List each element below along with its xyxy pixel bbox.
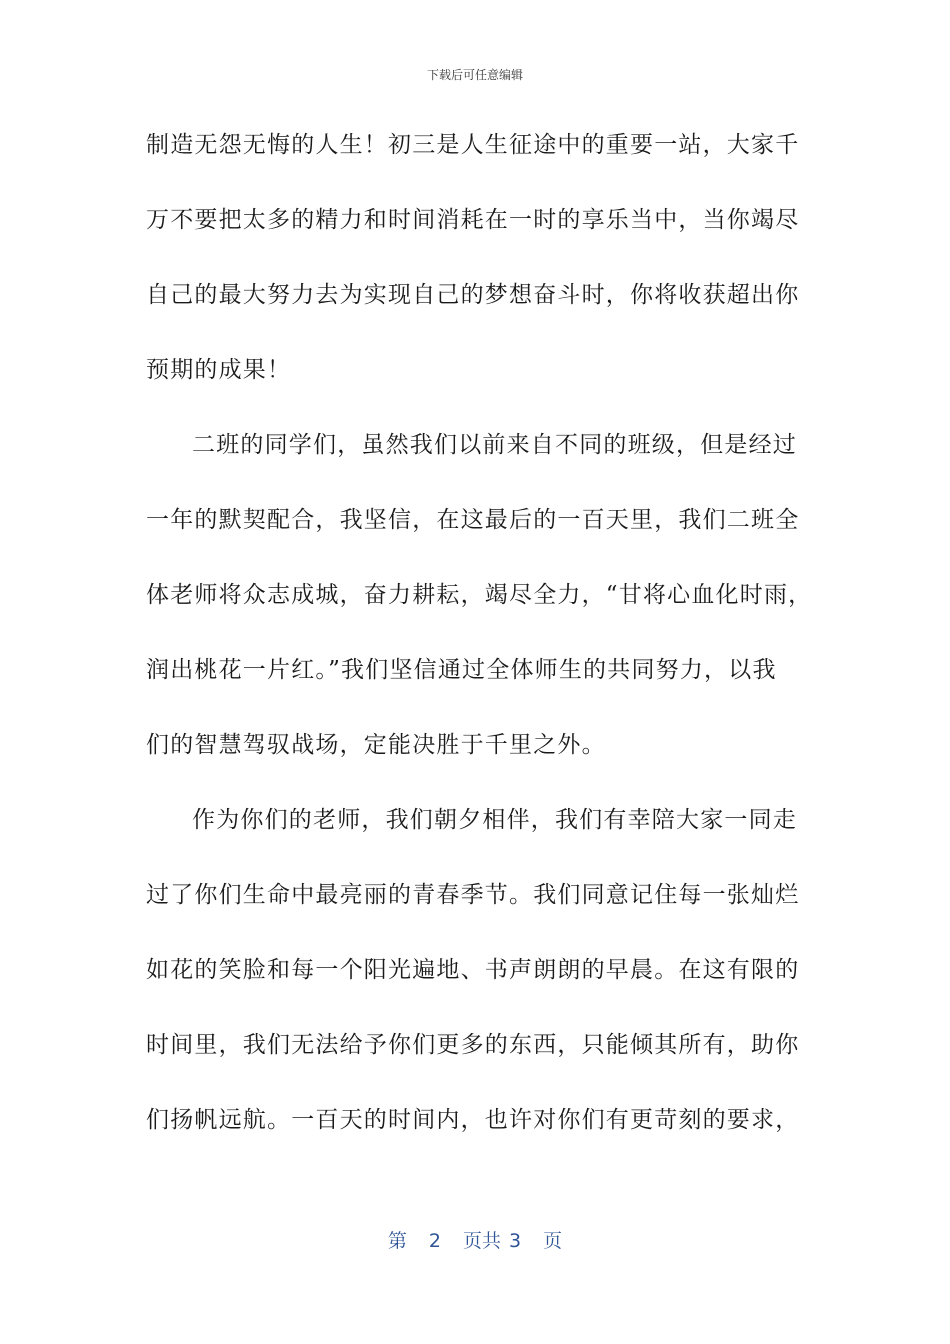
page-label-middle: 页共 [462, 1230, 501, 1252]
page-footer [0, 1226, 950, 1253]
text-line: 如花的笑脸和每一个阳光遍地、书声朗朗的早晨。在这有限的 [146, 957, 800, 983]
page-label-suffix: 页 [543, 1230, 563, 1252]
paragraph-start-line: 二班的同学们，虽然我们以前来自不同的班级，但是经过 [192, 432, 797, 458]
text-line: 润出桃花一片红。”我们坚信通过全体师生的共同努力，以我 [146, 657, 777, 683]
text-line: 万不要把太多的精力和时间消耗在一时的享乐当中，当你竭尽 [146, 207, 800, 233]
current-page-number: 2 [428, 1230, 441, 1252]
text-line: 制造无怨无悔的人生！初三是人生征途中的重要一站，大家千 [146, 132, 800, 158]
document-body [146, 118, 813, 1168]
text-line: 预期的成果！ [146, 357, 292, 383]
page-header: 下载后可任意编辑 [426, 68, 523, 82]
text-line: 时间里，我们无法给予你们更多的东西，只能倾其所有，助你 [146, 1032, 800, 1058]
text-line: 过了你们生命中最亮丽的青春季节。我们同意记住每一张灿烂 [146, 882, 800, 908]
text-line: 一年的默契配合，我坚信，在这最后的一百天里，我们二班全 [146, 507, 800, 533]
text-line: 自己的最大努力去为实现自己的梦想奋斗时，你将收获超出你 [146, 282, 800, 308]
paragraph-start-line: 作为你们的老师，我们朝夕相伴，我们有幸陪大家一同走 [192, 807, 797, 833]
total-page-number: 3 [509, 1230, 522, 1252]
page-label-prefix: 第 [387, 1230, 407, 1252]
text-line: 们扬帆远航。一百天的时间内，也许对你们有更苛刻的要求， [146, 1107, 800, 1133]
text-line: 体老师将众志成城，奋力耕耘，竭尽全力，“甘将心血化时雨， [146, 582, 813, 608]
text-line: 们的智慧驾驭战场，定能决胜于千里之外。 [146, 732, 606, 758]
